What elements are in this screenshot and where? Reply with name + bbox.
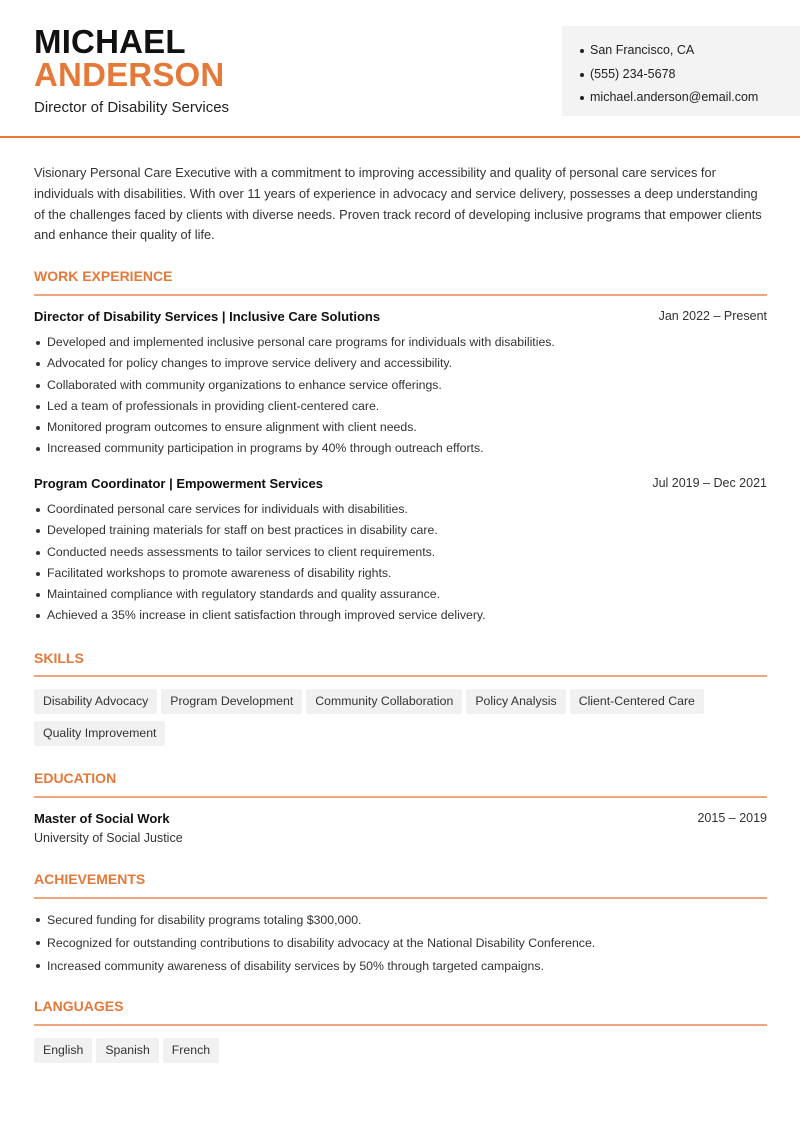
job-role: Director of Disability Services | Inclusive Care Solutions: [34, 309, 381, 324]
job-entry-header: [34, 476, 767, 494]
first-name: MICHAEL: [34, 23, 186, 60]
job-dates: Jul 2019 – Dec 2021: [652, 476, 767, 490]
achievements-list: [34, 909, 767, 977]
summary: Visionary Personal Care Executive with a commitment to improving accessibility and quality of personal care services for individuals with disabilities. With over 11 years of experience in advocacy and service delivery, possesses a deep understanding of the challenges faced by clients with diverse needs. Proven track record of developing inclusive programs that empower clients and enhance their quality of life.: [34, 165, 762, 243]
skill-tag: Community Collaboration: [306, 689, 462, 714]
list-item: Recognized for outstanding contributions to disability advocacy at the National Disability Conference.: [34, 932, 767, 955]
language-tag: Spanish: [96, 1038, 158, 1063]
section-title-skills: SKILLS: [34, 650, 84, 666]
section-divider: [34, 675, 767, 677]
language-tag: French: [163, 1038, 219, 1063]
list-item: Monitored program outcomes to ensure alignment with client needs.: [34, 417, 767, 438]
section-divider: [34, 897, 767, 899]
skill-tag: Program Development: [161, 689, 302, 714]
skill-tag: Quality Improvement: [34, 721, 165, 746]
skills-list: [34, 689, 774, 753]
skill-tag: Policy Analysis: [466, 689, 565, 714]
last-name: ANDERSON: [34, 56, 225, 93]
resume-header: [0, 0, 800, 138]
job-role: Program Coordinator | Empowerment Services: [34, 476, 323, 491]
languages-list: [34, 1038, 774, 1070]
list-item: Achieved a 35% increase in client satisfaction through improved service delivery.: [34, 605, 767, 626]
language-tag: English: [34, 1038, 92, 1063]
education-school: University of Social Justice: [34, 831, 183, 845]
skill-tag: Disability Advocacy: [34, 689, 157, 714]
list-item: Increased community awareness of disability services by 50% through targeted campaigns.: [34, 955, 767, 978]
contact-box: [562, 26, 800, 116]
list-item: Facilitated workshops to promote awareness of disability rights.: [34, 563, 767, 584]
list-item: Increased community participation in programs by 40% through outreach efforts.: [34, 438, 767, 459]
list-item: Coordinated personal care services for individuals with disabilities.: [34, 499, 767, 520]
section-title-education: EDUCATION: [34, 770, 117, 786]
list-item: Developed and implemented inclusive personal care programs for individuals with disabilities.: [34, 332, 767, 353]
education-dates: 2015 – 2019: [697, 811, 767, 825]
job-title: Director of Disability Services: [34, 99, 230, 116]
list-item: Secured funding for disability programs totaling $300,000.: [34, 909, 767, 932]
section-title-languages: LANGUAGES: [34, 998, 124, 1014]
list-item: Advocated for policy changes to improve service delivery and accessibility.: [34, 353, 767, 374]
section-divider: [34, 1024, 767, 1026]
contact-email: michael.anderson@email.com: [580, 86, 800, 110]
education-degree: Master of Social Work: [34, 811, 170, 826]
section-title-experience: WORK EXPERIENCE: [34, 268, 173, 284]
job-bullets: [34, 499, 767, 627]
section-divider: [34, 796, 767, 798]
list-item: Maintained compliance with regulatory standards and quality assurance.: [34, 584, 767, 605]
list-item: Developed training materials for staff on best practices in disability care.: [34, 520, 767, 541]
job-dates: Jan 2022 – Present: [658, 309, 767, 323]
skill-tag: Client-Centered Care: [570, 689, 704, 714]
contact-location: San Francisco, CA: [580, 39, 800, 63]
job-entry-header: [34, 309, 767, 327]
contact-phone: (555) 234-5678: [580, 63, 800, 87]
list-item: Conducted needs assessments to tailor services to client requirements.: [34, 542, 767, 563]
list-item: Led a team of professionals in providing client-centered care.: [34, 396, 767, 417]
job-bullets: [34, 332, 767, 460]
list-item: Collaborated with community organizations to enhance service offerings.: [34, 375, 767, 396]
section-title-achievements: ACHIEVEMENTS: [34, 871, 146, 887]
section-divider: [34, 294, 767, 296]
